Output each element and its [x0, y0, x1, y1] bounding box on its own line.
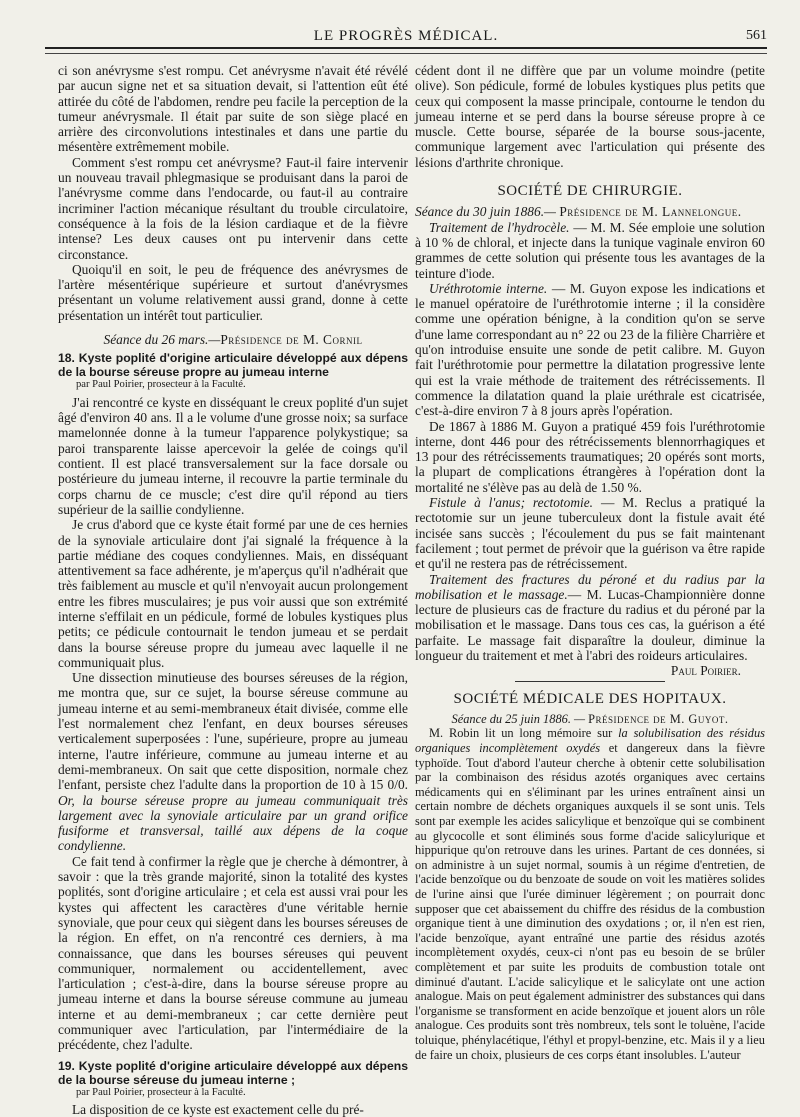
- header-rule-thin: [45, 53, 767, 54]
- paragraph: [415, 495, 765, 571]
- topic-heading: Traitement de l'hydrocèle.: [429, 219, 570, 235]
- article-19-title: 19. Kyste poplité d'origine articulaire développé aux dépens de la bourse séreuse du jumeau interne ;: [58, 1058, 408, 1087]
- article-18-title: 18. Kyste poplité d'origine articulaire développé aux dépens de la bourse séreuse propre au jumeau interne: [58, 351, 408, 380]
- article-18-author: par Paul Poirier, prosecteur à la Faculté.: [76, 379, 246, 391]
- session-heading: [415, 712, 765, 727]
- topic-heading: Uréthrotomie interne.: [429, 280, 548, 296]
- paragraph: [58, 670, 408, 854]
- right-column: [415, 63, 765, 1108]
- paragraph-text: — M. M. Sée emploie une solution à 10 % de chloral, et injecte dans la tunique vaginale environ 60 grammes de cette solution qui présente tous les avantages de la teinture d'iode.: [415, 219, 765, 281]
- paragraph-text: M. Robin lit un long mémoire sur: [429, 726, 619, 741]
- paragraph: Comment s'est rompu cet anévrysme? Faut-il faire intervenir un nouveau travail phlegmasique se produisant dans la paroi de l'anévrysme comme dans l'endocarde, ou faut-il au contraire incriminer l'action mécanique résultant du trouble circulatoire, conséquence à la fois de la lésion cardiaque et de la fièvre intense? Les deux causes ont pu intervenir dans cette circonstance.: [58, 154, 408, 262]
- page-number: 561: [746, 28, 767, 43]
- session-heading: [58, 332, 408, 347]
- paragraph: [415, 281, 765, 419]
- paragraph-text: — M. Guyon expose les indications et le manuel opératoire de l'uréthrotomie interne ; il la considère comme une opération bénigne, à la condition qu'on se serve d'une lame correspondant au n° 22 ou 23 de la filière Charrière et qu'on introduise ensuite une sonde de petit calibre. M. Guyon fait l'uréthrotomie pour permettre la dilatation progressive lente qui est la vraie méthode de traitement des rétrécissements. Il commence la dilatation quand la plaie uréthrale est cicatrisée, c'est-à-dire environ 7 à 8 jours après l'opération.: [415, 280, 766, 419]
- session-heading: [415, 204, 765, 219]
- paragraph-text: et dangereux dans la fièvre typhoïde. Tout d'abord l'auteur cherche à obtenir cette solubilisation par la combinaison des résidus azotés organiques avec certains médicaments qui en s'éliminant par les urines entraînent ainsi un certain nombre de déchets organiques auxquels il se sont unis. Tels sont par exemple les acides salicylique et benzoïque qui se combinent au glycocolle et sont éliminés sous forme d'acide salicylurique et hippurique qu'on retrouve dans les urines. Partant de ces données, si on administre à un sujet normal, soumis à un régime d'entretien, de l'acide benzoïque ou du benzoate de soude on voit les matières solides de l'urine ainsi que l'urée diminuer légèrement ; on pourrait donc supposer que cet abaissement du chiffre des résidus de la combustion organique tient à une diminution des oxydations ; or, il n'en est rien, l'acide benzoïque, ayant entraîné une partie des résidus azotés incomplètement oxydés, ceux-ci n'ont pas eu besoin de se brûler complètement et par suite les produits de combustion totale ont diminué d'autant. L'acide salicylique et le salicylate ont une action analogue. Mais on peut également administrer des substances qui dans l'organisme se transforment en acide benzoïque et jouent alors un rôle analogue. Ces produits sont très nombreux, tels sont le toluène, l'acide toluique, phénylacétique, l'éthyl et propyl-benzine, etc. Mais il y a lieu de faire un choix, plusieurs de ces corps étant insolubles. L'auteur: [415, 741, 765, 1062]
- paragraph-text: — M. Reclus a pratiqué la rectotomie sur un jeune tuberculeux dont la fistule avait été incisée sans succès ; l'écoulement du pus se fait maintenant facilement ; tout permet de prévoir que la guérison va être rapide et qu'il ne restera pas de rétrécissement.: [415, 495, 766, 572]
- paragraph: Ce fait tend à confirmer la règle que je cherche à démontrer, à savoir : que la très grande majorité, sinon la totalité des kystes poplités, sont d'origine articulaire ; et cela est aussi vrai pour les kystes qui affectent les caractères d'une véritable hernie synoviale, que pour ceux qui siègent dans les bourses séreuses de la région. En effet, on n'a rencontré ces derniers, à ma connaissance, que dans les bourses séreuses qui peuvent communiquer, normalement ou accidentellement, avec l'articulation ; c'est-à-dire, dans la bourse séreuse propre au jumeau interne et dans la bourse séreuse commune au jumeau interne et au demi-membraneux ; car cette dernière peut communiquer avec l'articulation, par l'intermédiaire de la précédente, chez l'adulte.: [58, 853, 408, 1053]
- session-president: Présidence de M. Cornil: [220, 332, 363, 348]
- paragraph: Je crus d'abord que ce kyste était formé par une de ces hernies de la synoviale articulaire dont j'ai signalé la fréquence à la partie médiane des coques condyliennes. Mais, en disséquant attentivement sa face adhérente, je m'aperçus qu'il n'adhérait que très faiblement au muscle et qu'il n'envoyait aucun prolongement entre les fibres musculaires; je pus voir aussi que son extrémité interne s'effilait en un pédicule, formé de lobules kystiques plus petits; ce pédicule contournait le tendon jumeau et se perdait dans la bourse séreuse propre du jumeau avec laquelle il ne communiquait plus.: [58, 517, 408, 670]
- session-president: Présidence de M. Guyot.: [588, 711, 729, 726]
- paragraph: cédent dont il ne diffère que par un volume moindre (petite olive). Son pédicule, formé de lobules kystiques plus petits que ceux qui composent la masse principale, contourne le tendon du jumeau interne et se perd dans la bourse séreuse propre à ce muscle. Cette bourse, séparée de la bourse sous-jacente, communique largement avec l'articulation qui présente des lésions d'arthrite chronique.: [415, 63, 765, 170]
- session-date: Séance du 26 mars.—: [103, 332, 221, 348]
- topic-heading: Traitement des fractures du péroné et du radius par la mobilisation et le massage.: [415, 571, 765, 602]
- article-19-author: par Paul Poirier, prosecteur à la Faculté.: [76, 1086, 246, 1098]
- topic-heading: Fistule à l'anus; rectotomie.: [429, 495, 594, 511]
- paragraph-text: — M. Lucas-Championnière donne lecture de plusieurs cas de fracture du radius et du péroné par la mobilisation et le massage. Dans tous ces cas, la guérison a été parfaite. Le massage fait disparaître la douleur, diminue la longueur du traitement et met à l'abri des roideurs articulaires.: [415, 586, 765, 663]
- section-divider: [515, 681, 665, 682]
- journal-title: LE PROGRÈS MÉDICAL.: [313, 28, 499, 44]
- italic-emphasis: la solubilisation des résidus organiques incomplètement oxydés: [415, 726, 766, 756]
- paragraph: [415, 726, 765, 1062]
- session-date: Séance du 30 juin 1886.—: [415, 204, 560, 220]
- left-column: [58, 63, 408, 1117]
- paragraph: [415, 572, 765, 664]
- paragraph-text: Une dissection minutieuse des bourses séreuses de la région, me montra que, sur ce sujet, la bourse séreuse commune au jumeau interne et au semi-membraneux était divisée, comme elle l'est normalement chez l'enfant, en deux bourses séreuses verticalement superposées : l'une, supérieure, propre au jumeau interne, l'autre inférieure, commune au jumeau interne et au demi-membraneux. On sait que cette disposition, normale chez l'enfant, persiste chez l'adulte dans la proportion de 10 à 15 0/0.: [58, 670, 408, 793]
- running-header: [45, 26, 767, 48]
- section-title-chirurgie: SOCIÉTÉ DE CHIRURGIE.: [497, 183, 683, 200]
- paragraph: De 1867 à 1886 M. Guyon a pratiqué 459 fois l'uréthrotomie interne, dont 446 pour des rétrécissements blennorrhagiques et 13 pour des rétrécissements traumatiques; 20 opérés sont morts, la plupart de complications étrangères à l'opération dont la mortalité ne s'élève pas au delà de 1.50 %.: [415, 418, 765, 495]
- paragraph: La disposition de ce kyste est exactement celle du pré-: [72, 1102, 364, 1117]
- signature: Paul Poirier.: [670, 663, 741, 679]
- paragraph: Quoiqu'il en soit, le peu de fréquence des anévrysmes de l'artère mésentérique supérieure et surtout d'anévrysmes présentant un volume relativement aussi grand, donne à cette présentation un intérêt tout particulier.: [58, 261, 408, 323]
- paragraph: [415, 220, 765, 281]
- italic-emphasis: Or, la bourse séreuse propre au jumeau communiquait très largement avec la synoviale articulaire par un grand orifice fusiforme et transversal, taillé aux dépens de la coque condylienne.: [58, 792, 408, 854]
- header-rule: [45, 47, 767, 49]
- section-title-hopitaux: SOCIÉTÉ MÉDICALE DES HOPITAUX.: [453, 690, 727, 707]
- session-date: Séance du 25 juin 1886. —: [451, 711, 589, 726]
- paragraph: ci son anévrysme s'est rompu. Cet anévrysme n'avait été révélé par aucun signe net et sa situation devait, si l'attention eût été attirée du côté de l'abdomen, rendre peu facile la perception de la tumeur anévrysmale. Il était par suite de son siège placé en arrière des circonvolutions intestinales et dans une partie du mésentère extrêmement mobile.: [58, 63, 408, 155]
- session-president: Présidence de M. Lannelongue.: [559, 204, 742, 220]
- paragraph: J'ai rencontré ce kyste en disséquant le creux poplité d'un sujet âgé d'environ 40 ans. Il a le volume d'une grosse noix; sa surface mamelonnée donne à la tumeur l'apparence polykystique; sa paroi transparente laisse apercevoir la gelée de coings qu'il contient. Il est placé transversalement sur la face dorsale ou postérieure du jumeau interne, il recouvre la partie terminale du corps charnu de ce muscle; c'est dire qu'il répond au tiers supérieur de la saillie condylienne.: [58, 394, 408, 517]
